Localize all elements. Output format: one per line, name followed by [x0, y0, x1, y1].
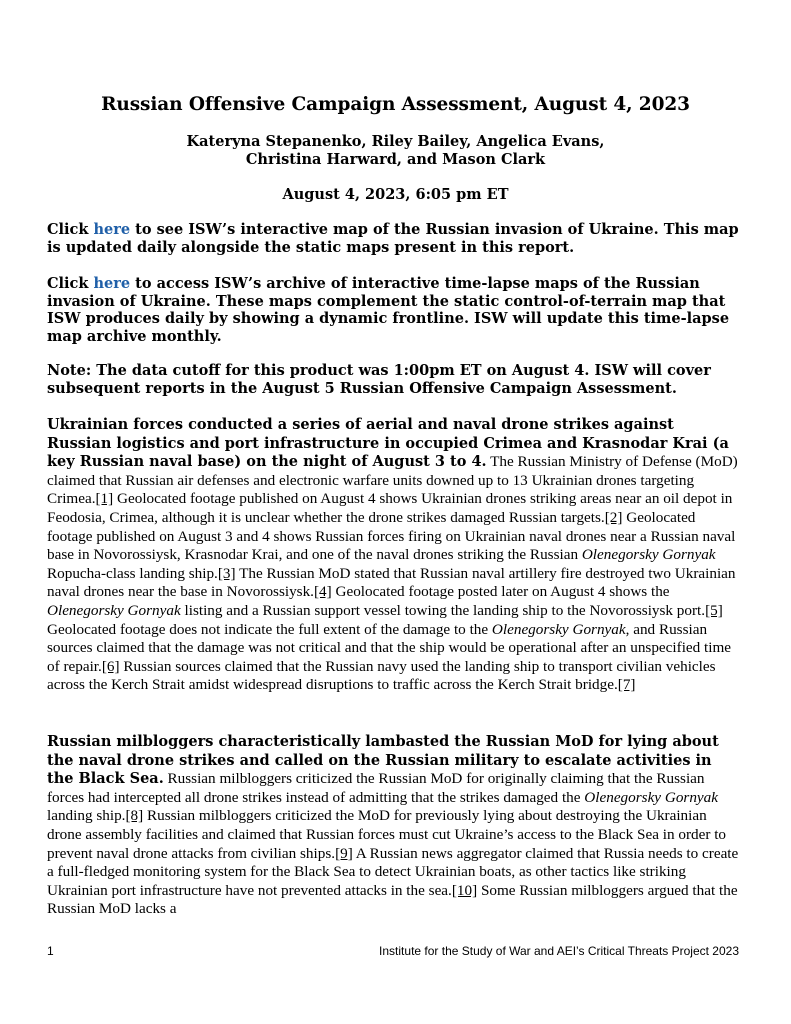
page-title: Russian Offensive Campaign Assessment, August 4, 2023 [101, 94, 690, 115]
footnote-link[interactable]: [3] [217, 564, 236, 582]
authors-line-1: Kateryna Stepanenko, Riley Bailey, Angelica Evans, [186, 133, 605, 150]
drone-strikes-paragraph [47, 416, 743, 695]
footnote-link[interactable]: [7] [617, 676, 636, 694]
footnote-link[interactable]: [5] [705, 601, 723, 619]
click-text: Click [47, 221, 94, 238]
footnote-link[interactable]: [2] [604, 508, 623, 526]
interactive-map-paragraph [47, 221, 743, 256]
authors [0, 133, 791, 169]
publish-date: August 4, 2023, 6:05 pm ET [282, 186, 509, 203]
footnote-link[interactable]: [8] [125, 807, 144, 825]
paragraph-lead: Ukrainian forces conducted a series of aerial and naval drone strikes against Russian logistics and port infrastructure in occupied Crimea and Krasnodar Krai (a key Russian naval base) on the night of August 3 to 4. [47, 416, 729, 471]
click-text: Click [47, 275, 94, 292]
footnote-link[interactable]: [9] [335, 844, 353, 862]
authors-line-2: Christina Harward, and Mason Clark [245, 151, 546, 168]
footnote-link[interactable]: [6] [101, 657, 120, 675]
paragraph-lead: Russian milbloggers characteristically lambasted the Russian MoD for lying about the naval drone strikes and called on the Russian military to escalate activities in the Black Sea. [47, 733, 719, 788]
timelapse-archive-link[interactable]: here [93, 275, 131, 292]
page-number: 1 [47, 944, 54, 958]
milbloggers-paragraph [47, 733, 743, 919]
footnote-link[interactable]: [4] [313, 583, 332, 601]
timelapse-archive-text: to access ISW’s archive of interactive time-lapse maps of the Russian invasion of Ukraine. These maps complement the static control-of-terrain map that ISW produces daily by showing a dynamic frontline. ISW will update this time-lapse map archive monthly. [47, 275, 730, 345]
interactive-map-link[interactable]: here [93, 221, 131, 238]
data-cutoff-note: Note: The data cutoff for this product was 1:00pm ET on August 4. ISW will cover subsequent reports in the August 5 Russian Offensive Campaign Assessment. [47, 362, 711, 397]
footnote-link[interactable]: [10] [451, 881, 478, 899]
footnote-link[interactable]: [1] [95, 490, 114, 508]
timelapse-archive-paragraph [47, 275, 743, 345]
paragraph-body: The Russian Ministry of Defense (MoD) claimed that Russian air defenses and electronic warfare units downed up to 13 Ukrainian drones targeting Crimea.[1] Geolocated footage published on August 4 shows Ukrainian drones striking areas near an oil depot in Feodosia, Crimea, although it is unclear whether the drone strikes damaged Russian targets.[2] Geolocated footage published on August 3 and 4 shows Russian forces firing on Ukrainian naval drones near a Russian naval base in Novorossiysk, Krasnodar Krai, and one of the naval drones striking the Russian Olenegorsky Gornyak Ropucha-class landing ship.[3] The Russian MoD stated that Russian naval artillery fire destroyed two Ukrainian naval drones near the base in Novorossiysk.[4] Geolocated footage posted later on August 4 shows the Olenegorsky Gornyak listing and a Russian support vessel towing the landing ship to the Novorossiysk port.[5] Geolocated footage does not indicate the full extent of the damage to the Olenegorsky Gornyak, and Russian sources claimed that the damage was not critical and that the ship would be operational after an unspecified time of repair.[6] Russian sources claimed that the Russian navy used the landing ship to transport civilian vehicles across the Kerch Strait amidst widespread disruptions to traffic across the Kerch Strait bridge.[7] [47, 453, 738, 694]
interactive-map-text: to see ISW’s interactive map of the Russian invasion of Ukraine. This map is updated daily alongside the static maps present in this report. [47, 221, 739, 256]
paragraph-body: Russian milbloggers criticized the Russian MoD for originally claiming that the Russian forces had intercepted all drone strikes instead of admitting that the strikes damaged the Olenegorsky Gornyak landing ship.[8] Russian milbloggers criticized the MoD for previously lying about destroying the Ukrainian drone assembly facilities and claimed that Russian forces must cut Ukraine’s access to the Black Sea in order to prevent naval drone attacks from civilian ships.[9] A Russian news aggregator claimed that Russia needs to create a full-fledged monitoring system for the Black Sea to detect Ukrainian boats, as other tactics like striking Ukrainian port infrastructure have not prevented attacks in the sea.[10] Some Russian milbloggers argued that the Russian MoD lacks a [47, 770, 739, 918]
footer-organization: Institute for the Study of War and AEI’s Critical Threats Project 2023 [379, 944, 739, 958]
